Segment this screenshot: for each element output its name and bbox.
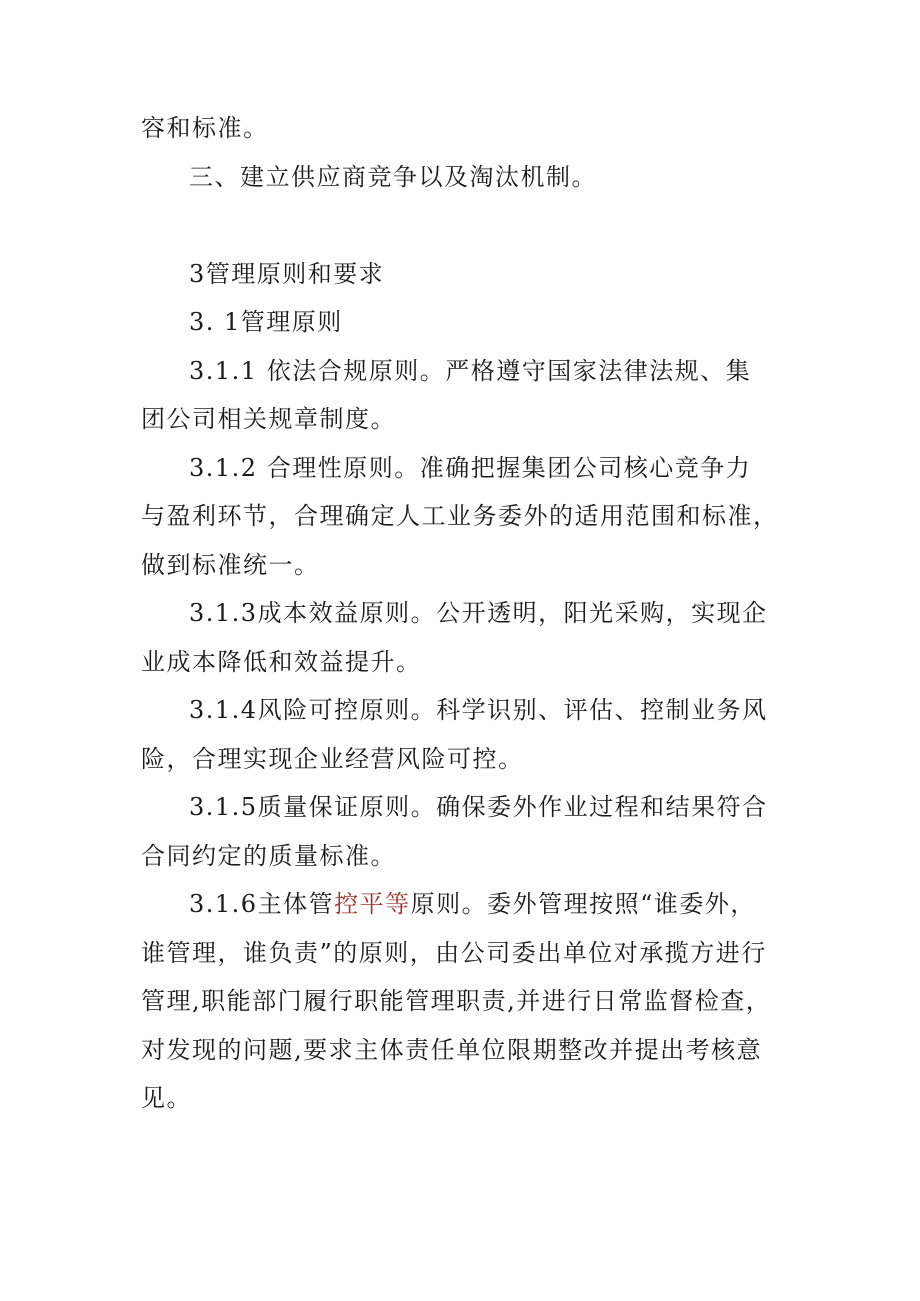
clause-3-1-4-line-1: 3.1.4风险可控原则。科学识别、评估、控制业务风	[189, 696, 768, 724]
section-heading-3: 3管理原则和要求	[189, 259, 385, 288]
clause-3-1-6-line-5: 见。	[141, 1084, 192, 1112]
clause-3-1-1-line-1: 3.1.1 依法合规原则。严格遵守国家法律法规、集	[189, 356, 752, 385]
clause-3-1-6-line-2: 谁管理，谁负责”的原则，由公司委出单位对承揽方进行	[141, 938, 767, 967]
clause-3-1-5-line-1: 3.1.5质量保证原则。确保委外作业过程和结果符合	[189, 793, 768, 821]
document-body	[141, 104, 786, 1123]
highlighted-text: 控平等	[334, 890, 411, 918]
clause-3-1-5-line-2: 合同约定的质量标准。	[141, 841, 396, 870]
clause-3-1-3-line-1: 3.1.3成本效益原则。公开透明，阳光采购，实现企	[189, 599, 768, 627]
clause-3-1-6-line-4: 对发现的问题,要求主体责任单位限期整改并提出考核意	[141, 1035, 763, 1064]
clause-3-1-2-line-3: 做到标准统一。	[141, 550, 320, 579]
clause-3-1-6-line-1	[141, 880, 786, 929]
section-heading-3-1: 3. 1管理原则	[189, 308, 343, 336]
clause-3-1-1-line-2: 团公司相关规章制度。	[141, 405, 396, 433]
clause-3-1-6-prefix: 3.1.6主体管	[189, 890, 335, 918]
paragraph-line: 容和标准。	[141, 114, 269, 142]
clause-3-1-2-line-1: 3.1.2 合理性原则。准确把握集团公司核心竞争力	[189, 453, 752, 482]
clause-3-1-2-line-2: 与盈利环节，合理确定人工业务委外的适用范围和标准，	[141, 502, 779, 530]
clause-3-1-3-line-2: 业成本降低和效益提升。	[141, 647, 422, 676]
clause-3-1-4-line-2: 险，合理实现企业经营风险可控。	[141, 744, 524, 773]
clause-3-1-6-line-3: 管理,职能部门履行职能管理职责,并进行日常监督检查，	[141, 987, 772, 1015]
clause-3-1-6-suffix: 原则。委外管理按照“谁委外，	[410, 890, 756, 918]
section-heading-item-three: 三、建立供应商竞争以及淘汰机制。	[189, 162, 597, 191]
blank-line	[141, 201, 786, 250]
